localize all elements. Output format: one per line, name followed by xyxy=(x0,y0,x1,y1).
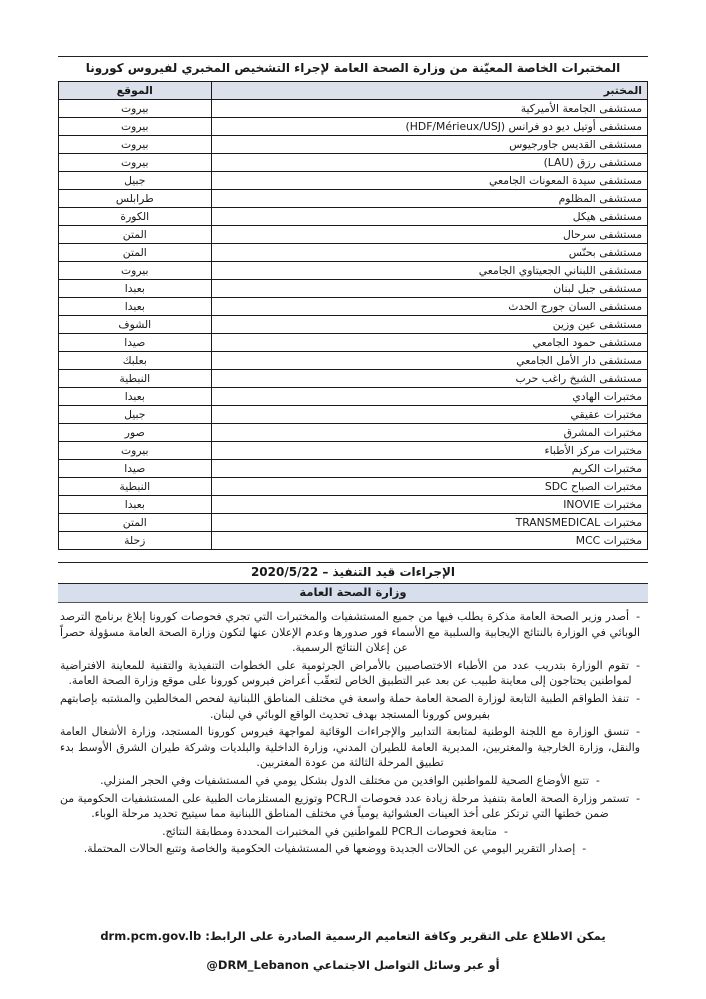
table-row xyxy=(59,442,648,460)
table-row xyxy=(59,370,648,388)
footer-social-handle: @DRM_Lebanon xyxy=(206,957,309,972)
bullet-text: تنفذ الطواقم الطبية التابعة لوزارة الصحة العامة حملة واسعة في مختلف المناطق اللبنانية لفحص المخالطين والمشتبه بإصابتهم بفيروس كورونا المستجد بهدف تحديث الواقع الوبائي في لبنان. xyxy=(60,691,630,721)
location-cell: بعلبك xyxy=(59,352,212,370)
table-row xyxy=(59,496,648,514)
bullet-text: إصدار التقرير اليومي عن الحالات الجديدة ووضعها في المستشفيات الحكومية والخاصة وتتبع الحالات المحتملة. xyxy=(83,842,576,856)
location-cell: بيروت xyxy=(59,442,212,460)
table-row xyxy=(59,298,648,316)
location-cell: زحلة xyxy=(59,532,212,550)
bullet-dash-icon: - xyxy=(636,658,640,672)
table-row xyxy=(59,478,648,496)
bullet-dash-icon: - xyxy=(503,824,508,838)
column-header-lab: المختبر xyxy=(211,82,647,100)
labs-table-body xyxy=(59,100,648,550)
procedure-sub-bullet xyxy=(60,841,610,857)
bullet-dash-icon: - xyxy=(582,842,587,856)
location-cell: النبطية xyxy=(59,478,212,496)
table-row xyxy=(59,532,648,550)
location-cell: جبيل xyxy=(59,406,212,424)
lab-name-cell: مستشفى دار الأمل الجامعي xyxy=(211,352,647,370)
bullet-text: تستمر وزارة الصحة العامة بتنفيذ مرحلة زيادة عدد فحوصات الـPCR وتوزيع المستلزمات الطبية على المستشفيات الحكومية من ضمن خطتها التي ترتكز على أخذ العينات العشوائية يومياً في مختلف المناطق اللبنانية مما سيتيح تحديد مرحلة الوباء. xyxy=(60,791,630,821)
table-row xyxy=(59,136,648,154)
lab-name-cell: مستشفى السان جورج الحدث xyxy=(211,298,647,316)
lab-name-cell: مختبرات INOVIE xyxy=(211,496,647,514)
bullet-dash-icon: - xyxy=(636,791,641,805)
location-cell: بيروت xyxy=(59,118,212,136)
table-row xyxy=(59,154,648,172)
lab-name-cell: مستشفى أوتيل ديو دو فرانس (HDF/Mérieux/USJ) xyxy=(211,118,647,136)
footer-social-line xyxy=(58,958,648,972)
procedure-bullet xyxy=(60,609,640,656)
location-cell: بعبدا xyxy=(59,298,212,316)
column-header-location: الموقع xyxy=(59,82,212,100)
lab-name-cell: مختبرات الصباح SDC xyxy=(211,478,647,496)
table-row xyxy=(59,316,648,334)
table-row xyxy=(59,262,648,280)
location-cell: صيدا xyxy=(59,334,212,352)
location-cell: الشوف xyxy=(59,316,212,334)
labs-table-header xyxy=(59,82,648,100)
table-header-row xyxy=(59,82,648,100)
location-cell: المتن xyxy=(59,514,212,532)
location-cell: بيروت xyxy=(59,100,212,118)
lab-name-cell: مختبرات المشرق xyxy=(211,424,647,442)
lab-name-cell: مستشفى اللبناني الجعيتاوي الجامعي xyxy=(211,262,647,280)
table-row xyxy=(59,334,648,352)
footer-report-link-line xyxy=(58,929,648,943)
procedure-bullet xyxy=(60,791,640,822)
table-row xyxy=(59,226,648,244)
table-row xyxy=(59,280,648,298)
section-title: الإجراءات قيد التنفيذ – 2020/5/22 xyxy=(58,562,648,584)
location-cell: الكورة xyxy=(59,208,212,226)
lab-name-cell: مختبرات MCC xyxy=(211,532,647,550)
lab-name-cell: مستشفى رزق (LAU) xyxy=(211,154,647,172)
lab-name-cell: مستشفى عين وزين xyxy=(211,316,647,334)
location-cell: جبيل xyxy=(59,172,212,190)
table-row xyxy=(59,208,648,226)
bullet-dash-icon: - xyxy=(636,725,640,739)
lab-name-cell: مستشفى الشيخ راغب حرب xyxy=(211,370,647,388)
lab-name-cell: مستشفى الجامعة الأميركية xyxy=(211,100,647,118)
table-row xyxy=(59,352,648,370)
bullet-text: متابعة فحوصات الـPCR للمواطنين في المختبرات المحددة ومطابقة النتائج. xyxy=(162,824,497,838)
location-cell: طرابلس xyxy=(59,190,212,208)
procedure-sub-bullet xyxy=(60,824,610,840)
location-cell: المتن xyxy=(59,244,212,262)
location-cell: المتن xyxy=(59,226,212,244)
lab-name-cell: مختبرات مركز الأطباء xyxy=(211,442,647,460)
lab-name-cell: مختبرات الهادي xyxy=(211,388,647,406)
location-cell: بعبدا xyxy=(59,280,212,298)
lab-name-cell: مستشفى سيدة المعونات الجامعي xyxy=(211,172,647,190)
document-footer xyxy=(58,929,648,972)
footer-link-url: drm.pcm.gov.lb xyxy=(100,928,202,943)
procedures-list xyxy=(58,609,648,857)
labs-table xyxy=(58,81,648,550)
location-cell: صور xyxy=(59,424,212,442)
location-cell: صيدا xyxy=(59,460,212,478)
table-row xyxy=(59,244,648,262)
lab-name-cell: مختبرات TRANSMEDICAL xyxy=(211,514,647,532)
table-row xyxy=(59,172,648,190)
lab-name-cell: مستشفى سرحال xyxy=(211,226,647,244)
procedure-bullet xyxy=(60,724,640,771)
ministry-header: وزارة الصحة العامة xyxy=(58,584,648,603)
table-row xyxy=(59,118,648,136)
bullet-text: تنسق الوزارة مع اللجنة الوطنية لمتابعة التدابير والإجراءات الوقائية لمواجهة فيروس كورونا المستجد، وزارة الأشغال العامة والنقل، وزارة الخارجية والمغتربين، المديرية العامة للطيران المدني، وزارة الداخلية والبلديات وشركة طيران الشرق الأوسط بدء تطبيق المرحلة الثالثة من عودة المغتربين. xyxy=(60,725,640,770)
lab-name-cell: مستشفى هيكل xyxy=(211,208,647,226)
bullet-text: تتبع الأوضاع الصحية للمواطنين الوافدين من مختلف الدول بشكل يومي في المستشفيات وفي الحجر المنزلي. xyxy=(100,773,589,787)
bullet-dash-icon: - xyxy=(595,773,600,787)
location-cell: بيروت xyxy=(59,136,212,154)
lab-name-cell: مستشفى المظلوم xyxy=(211,190,647,208)
table-row xyxy=(59,190,648,208)
table-row xyxy=(59,460,648,478)
lab-name-cell: مختبرات عقيقي xyxy=(211,406,647,424)
procedure-bullet xyxy=(60,658,640,689)
lab-name-cell: مستشفى القديس جاورجيوس xyxy=(211,136,647,154)
location-cell: بيروت xyxy=(59,262,212,280)
bullet-dash-icon: - xyxy=(636,691,640,705)
lab-name-cell: مستشفى حمود الجامعي xyxy=(211,334,647,352)
table-row xyxy=(59,514,648,532)
table-row xyxy=(59,406,648,424)
procedure-bullet xyxy=(60,691,640,722)
bullet-dash-icon: - xyxy=(636,610,640,623)
procedure-bullet xyxy=(60,773,640,789)
table-row xyxy=(59,100,648,118)
page-title: المختبرات الخاصة المعيّنة من وزارة الصحة العامة لإجراء التشخيص المخبري لفيروس كورونا xyxy=(85,61,621,75)
location-cell: بعبدا xyxy=(59,496,212,514)
footer-social-label: أو عبر وسائل التواصل الاجتماعي xyxy=(312,957,500,972)
lab-name-cell: مستشفى جبل لبنان xyxy=(211,280,647,298)
lab-name-cell: مستشفى بحنّس xyxy=(211,244,647,262)
bullet-text: أصدر وزير الصحة العامة مذكرة يطلب فيها من جميع المستشفيات والمختبرات التي تجري فحوصات كورونا إبلاغ برنامج الترصد الوبائي في الوزارة بالنتائج الإيجابية والسلبية مع الأسماء فور صدورها وعدم الإعلان عنها لتكون وزارة الصحة العامة مسؤولة حصراً عن إعلان النتائج الرسمية. xyxy=(60,610,640,655)
location-cell: بيروت xyxy=(59,154,212,172)
bullet-text: تقوم الوزارة بتدريب عدد من الأطباء الاختصاصيين بالأمراض الجرثومية على الخطوات التنفيذية والتقنية للمعاينة الافتراضية لمواطنين يحتاجون إلى معاينة طبيب عن بعد عبر التطبيق الخاص لتعقّب أعراض فيروس كورونا على موقع وزارة الصحة العامة. xyxy=(60,658,632,688)
location-cell: بعبدا xyxy=(59,388,212,406)
table-row xyxy=(59,388,648,406)
table-row xyxy=(59,424,648,442)
lab-name-cell: مختبرات الكريم xyxy=(211,460,647,478)
footer-link-label: يمكن الاطلاع على التقرير وكافة التعاميم الرسمية الصادرة على الرابط: xyxy=(205,928,606,943)
location-cell: النبطية xyxy=(59,370,212,388)
